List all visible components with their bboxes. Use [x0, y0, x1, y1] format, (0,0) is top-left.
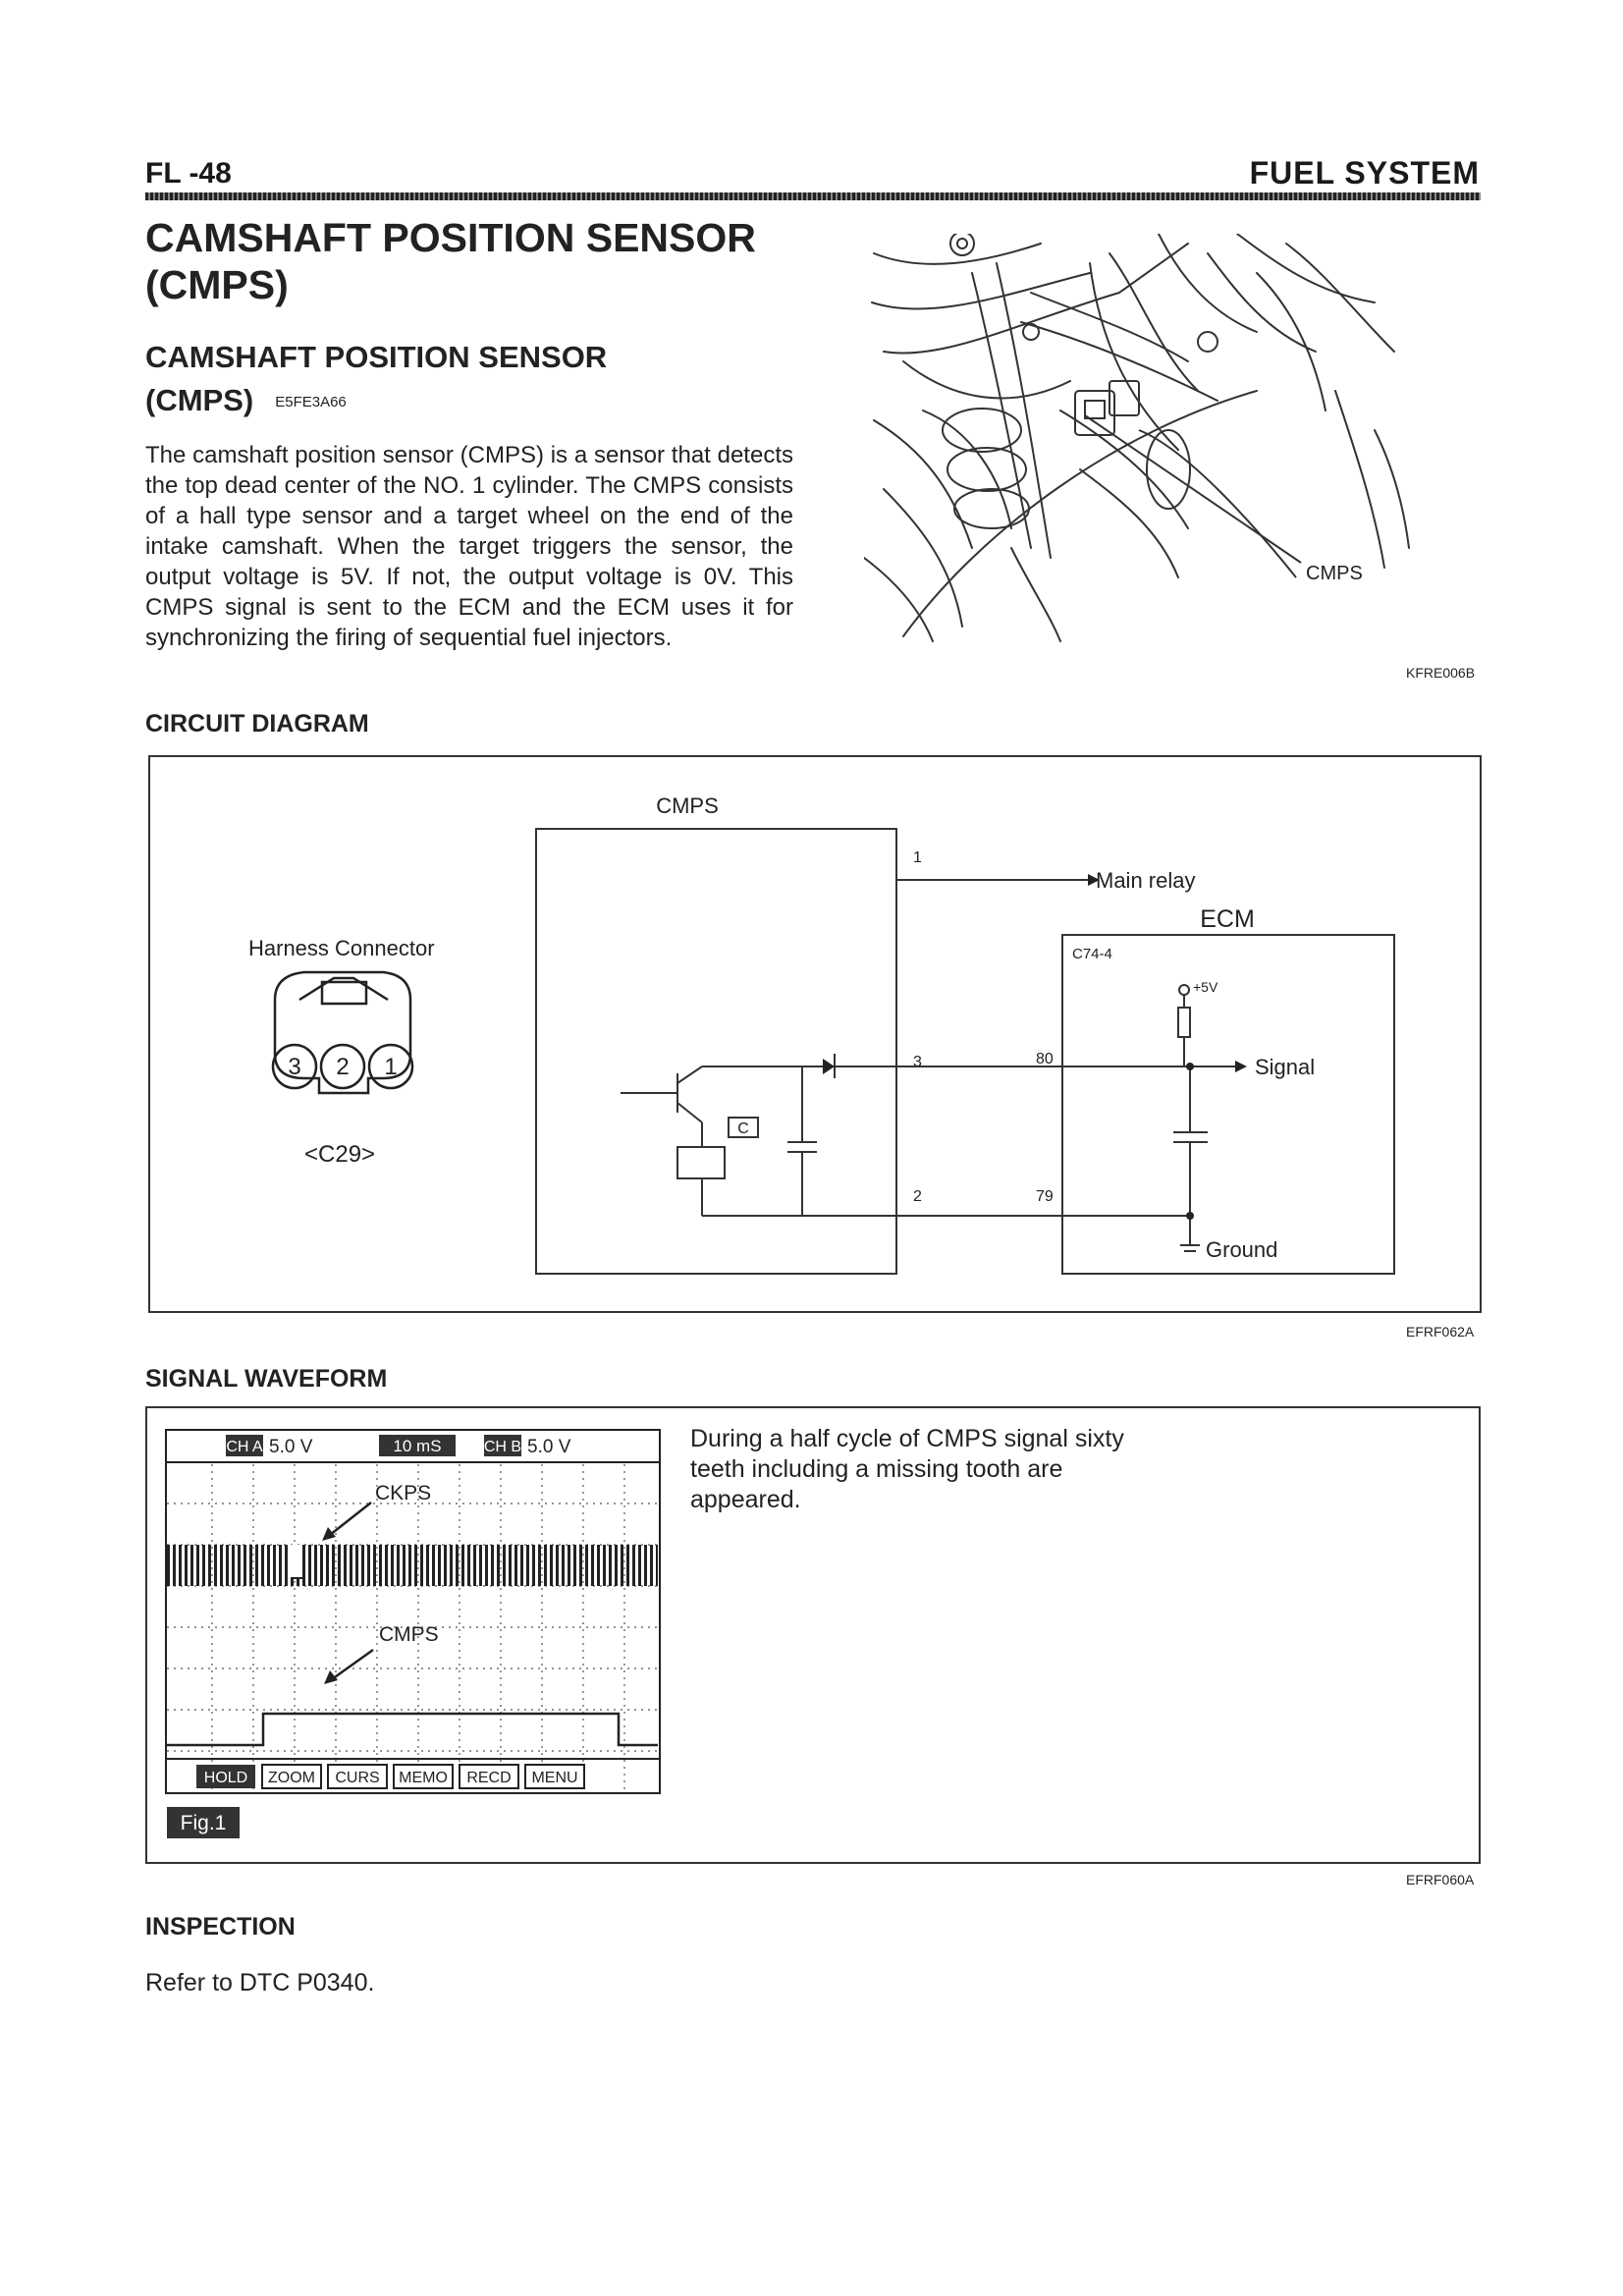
section-heading-line2-text: (CMPS): [145, 383, 254, 417]
harness-connector-label: Harness Connector: [248, 936, 435, 960]
pin-1-label: 1: [384, 1054, 398, 1080]
hall-sensor-circuit: [621, 1054, 1190, 1216]
ch-b-badge: CH B: [483, 1439, 522, 1455]
connector-id: <C29>: [304, 1141, 376, 1168]
ground-label: Ground: [1206, 1237, 1278, 1262]
section-title: FUEL SYSTEM: [1249, 155, 1480, 191]
page-title: [145, 214, 813, 308]
ch-a-value: 5.0 V: [269, 1437, 313, 1457]
ckps-waveform: [167, 1545, 658, 1586]
ecm-pin-80: 80: [1036, 1051, 1054, 1067]
cmps-pin-1: 1: [913, 849, 922, 866]
cmps-trace-label: CMPS: [379, 1623, 439, 1646]
pin-3-label: 3: [288, 1054, 301, 1080]
header-rule: [145, 192, 1481, 200]
waveform-heading: SIGNAL WAVEFORM: [145, 1365, 388, 1393]
cmps-box: [536, 829, 896, 1274]
circuit-diagram: [147, 754, 1483, 1314]
page-number: FL -48: [145, 157, 232, 190]
circuit-code: EFRF062A: [1406, 1324, 1475, 1339]
photo-code: KFRE006B: [1406, 665, 1476, 681]
plus-5v-label: +5V: [1193, 979, 1218, 995]
page-title-line1: CAMSHAFT POSITION SENSOR: [145, 215, 756, 260]
waveform-note: During a half cycle of CMPS signal sixty teeth including a missing tooth are appeared.: [690, 1425, 1124, 1513]
cmps-box-label: CMPS: [656, 793, 719, 818]
doc-code: E5FE3A66: [275, 393, 347, 410]
ecm-pin-79: 79: [1036, 1188, 1054, 1205]
ch-a-badge: CH A: [226, 1439, 263, 1455]
ecm-internal-circuit: [1173, 985, 1235, 1251]
inspection-heading: INSPECTION: [145, 1913, 296, 1941]
menu-button: MENU: [531, 1770, 578, 1786]
ch-b-value: 5.0 V: [527, 1437, 571, 1457]
ecm-connector-id: C74-4: [1072, 946, 1112, 962]
section-heading: [145, 336, 607, 424]
ecm-label: ECM: [1200, 905, 1255, 933]
memo-button: MEMO: [399, 1770, 448, 1786]
pin-2-label: 2: [336, 1054, 350, 1080]
cmps-pin-3: 3: [913, 1054, 922, 1070]
waveform-code: EFRF060A: [1406, 1872, 1475, 1887]
fig-label: Fig.1: [180, 1812, 227, 1834]
time-div-badge: 10 mS: [393, 1437, 442, 1455]
description-paragraph: The camshaft position sensor (CMPS) is a sensor that detects the top dead center of the NO. 1 cylinder. The CMPS consists of a hall type sensor and a target wheel on the end of the intake camshaft. When the target triggers the sensor, the output voltage is 5V. If not, the output voltage is 0V. This CMPS signal is sent to the ECM and the ECM uses it for synchronizing the firing of sequential fuel injectors.: [145, 442, 793, 651]
circuit-heading: CIRCUIT DIAGRAM: [145, 710, 369, 738]
zoom-button: ZOOM: [268, 1770, 315, 1786]
inspection-text: Refer to DTC P0340.: [145, 1969, 375, 1996]
signal-label: Signal: [1255, 1055, 1316, 1079]
curs-button: CURS: [335, 1770, 380, 1786]
main-relay-label: Main relay: [1096, 868, 1196, 893]
section-heading-line2: [145, 379, 607, 424]
ckps-trace-label: CKPS: [375, 1482, 432, 1504]
recd-button: RECD: [466, 1770, 512, 1786]
c-box-label: C: [737, 1121, 749, 1137]
page-title-line2: (CMPS): [145, 262, 289, 307]
photo-cmps-label: CMPS: [1306, 563, 1363, 584]
ecm-box: [1062, 935, 1394, 1274]
section-heading-line1: CAMSHAFT POSITION SENSOR: [145, 340, 608, 374]
hold-button: HOLD: [203, 1770, 248, 1786]
oscilloscope-screen: [165, 1429, 661, 1846]
engine-bay-illustration: [864, 234, 1414, 646]
cmps-pin-2: 2: [913, 1188, 922, 1205]
